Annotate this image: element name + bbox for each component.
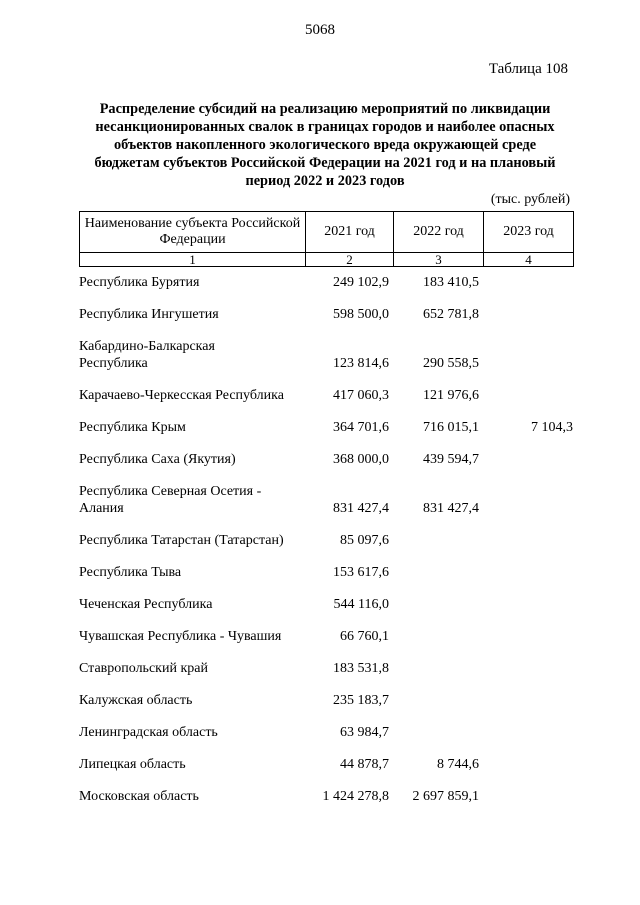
value-2021: 598 500,0 [333, 307, 389, 322]
value-2021: 183 531,8 [333, 661, 389, 676]
column-number: 4 [484, 253, 574, 267]
column-number: 2 [306, 253, 394, 267]
page-number: 5068 [305, 22, 335, 38]
title-line: Распределение субсидий на реализацию мероприятий по ликвидации [99, 101, 551, 117]
value-2022: 2 697 859,1 [412, 789, 479, 804]
value-2022: 439 594,7 [423, 452, 479, 467]
value-2021: 44 878,7 [340, 757, 389, 772]
table-row [79, 387, 573, 419]
region-name: Ленинградская область [79, 725, 218, 740]
table-title [70, 100, 580, 190]
value-2021: 235 183,7 [333, 693, 389, 708]
value-2022: 290 558,5 [423, 356, 479, 371]
header-2023: 2023 год [484, 212, 574, 253]
header-2021: 2021 год [306, 212, 394, 253]
value-2021: 123 814,6 [333, 356, 389, 371]
value-2021: 544 116,0 [333, 597, 389, 612]
title-line: период 2022 и 2023 годов [245, 173, 405, 189]
table-row [79, 628, 573, 660]
column-number-row [80, 253, 574, 267]
title-line: несанкционированных свалок в границах городов и наиболее опасных [95, 119, 555, 135]
value-2023: 7 104,3 [531, 420, 573, 435]
title-line: бюджетам субъектов Российской Федерации на 2021 год и на плановый [94, 155, 556, 171]
table-row [79, 451, 573, 483]
table-header [79, 211, 574, 267]
region-name: Республика Северная Осетия - Алания [79, 484, 262, 516]
value-2021: 63 984,7 [340, 725, 389, 740]
value-2022: 831 427,4 [423, 501, 479, 516]
value-2021: 153 617,6 [333, 565, 389, 580]
header-region-name: Наименование субъекта Российской Федерации [80, 212, 306, 253]
table-row [79, 692, 573, 724]
table-row [79, 788, 573, 820]
column-number: 1 [80, 253, 306, 267]
region-name: Ставропольский край [79, 661, 208, 676]
value-2021: 417 060,3 [333, 388, 389, 403]
value-2022: 183 410,5 [423, 275, 479, 290]
header-row [80, 212, 574, 253]
table-row [79, 596, 573, 628]
value-2022: 716 015,1 [423, 420, 479, 435]
region-name: Республика Крым [79, 420, 186, 435]
title-line: объектов накопленного экологического вреда окружающей среде [113, 137, 537, 153]
region-name: Чеченская Республика [79, 597, 213, 612]
region-name: Республика Саха (Якутия) [79, 452, 236, 467]
table-row [79, 660, 573, 692]
table-row [79, 756, 573, 788]
value-2021: 249 102,9 [333, 275, 389, 290]
value-2021: 368 000,0 [333, 452, 389, 467]
region-name: Кабардино-Балкарская Республика [79, 339, 215, 371]
region-name: Московская область [79, 789, 199, 804]
region-name: Республика Ингушетия [79, 307, 219, 322]
value-2022: 652 781,8 [423, 307, 479, 322]
table-row [79, 338, 573, 387]
value-2021: 364 701,6 [333, 420, 389, 435]
region-name: Республика Тыва [79, 565, 182, 580]
column-number: 3 [394, 253, 484, 267]
value-2022: 8 744,6 [437, 757, 479, 772]
table-row [79, 274, 573, 306]
region-name: Республика Бурятия [79, 275, 200, 290]
region-name: Карачаево-Черкесская Республика [79, 388, 284, 403]
table-row [79, 483, 573, 532]
value-2021: 66 760,1 [340, 629, 389, 644]
table-row [79, 532, 573, 564]
table-row [79, 564, 573, 596]
table-label: Таблица 108 [488, 61, 568, 77]
header-2022: 2022 год [394, 212, 484, 253]
region-name: Чувашская Республика - Чувашия [79, 629, 282, 644]
region-name: Липецкая область [79, 757, 186, 772]
units-label: (тыс. рублей) [490, 192, 570, 207]
value-2021: 1 424 278,8 [322, 789, 389, 804]
value-2021: 85 097,6 [340, 533, 389, 548]
table-row [79, 724, 573, 756]
region-name: Калужская область [79, 693, 193, 708]
region-name: Республика Татарстан (Татарстан) [79, 533, 284, 548]
table-row [79, 419, 573, 451]
value-2022: 121 976,6 [423, 388, 479, 403]
value-2021: 831 427,4 [333, 501, 389, 516]
table-row [79, 306, 573, 338]
table-body [79, 274, 573, 820]
